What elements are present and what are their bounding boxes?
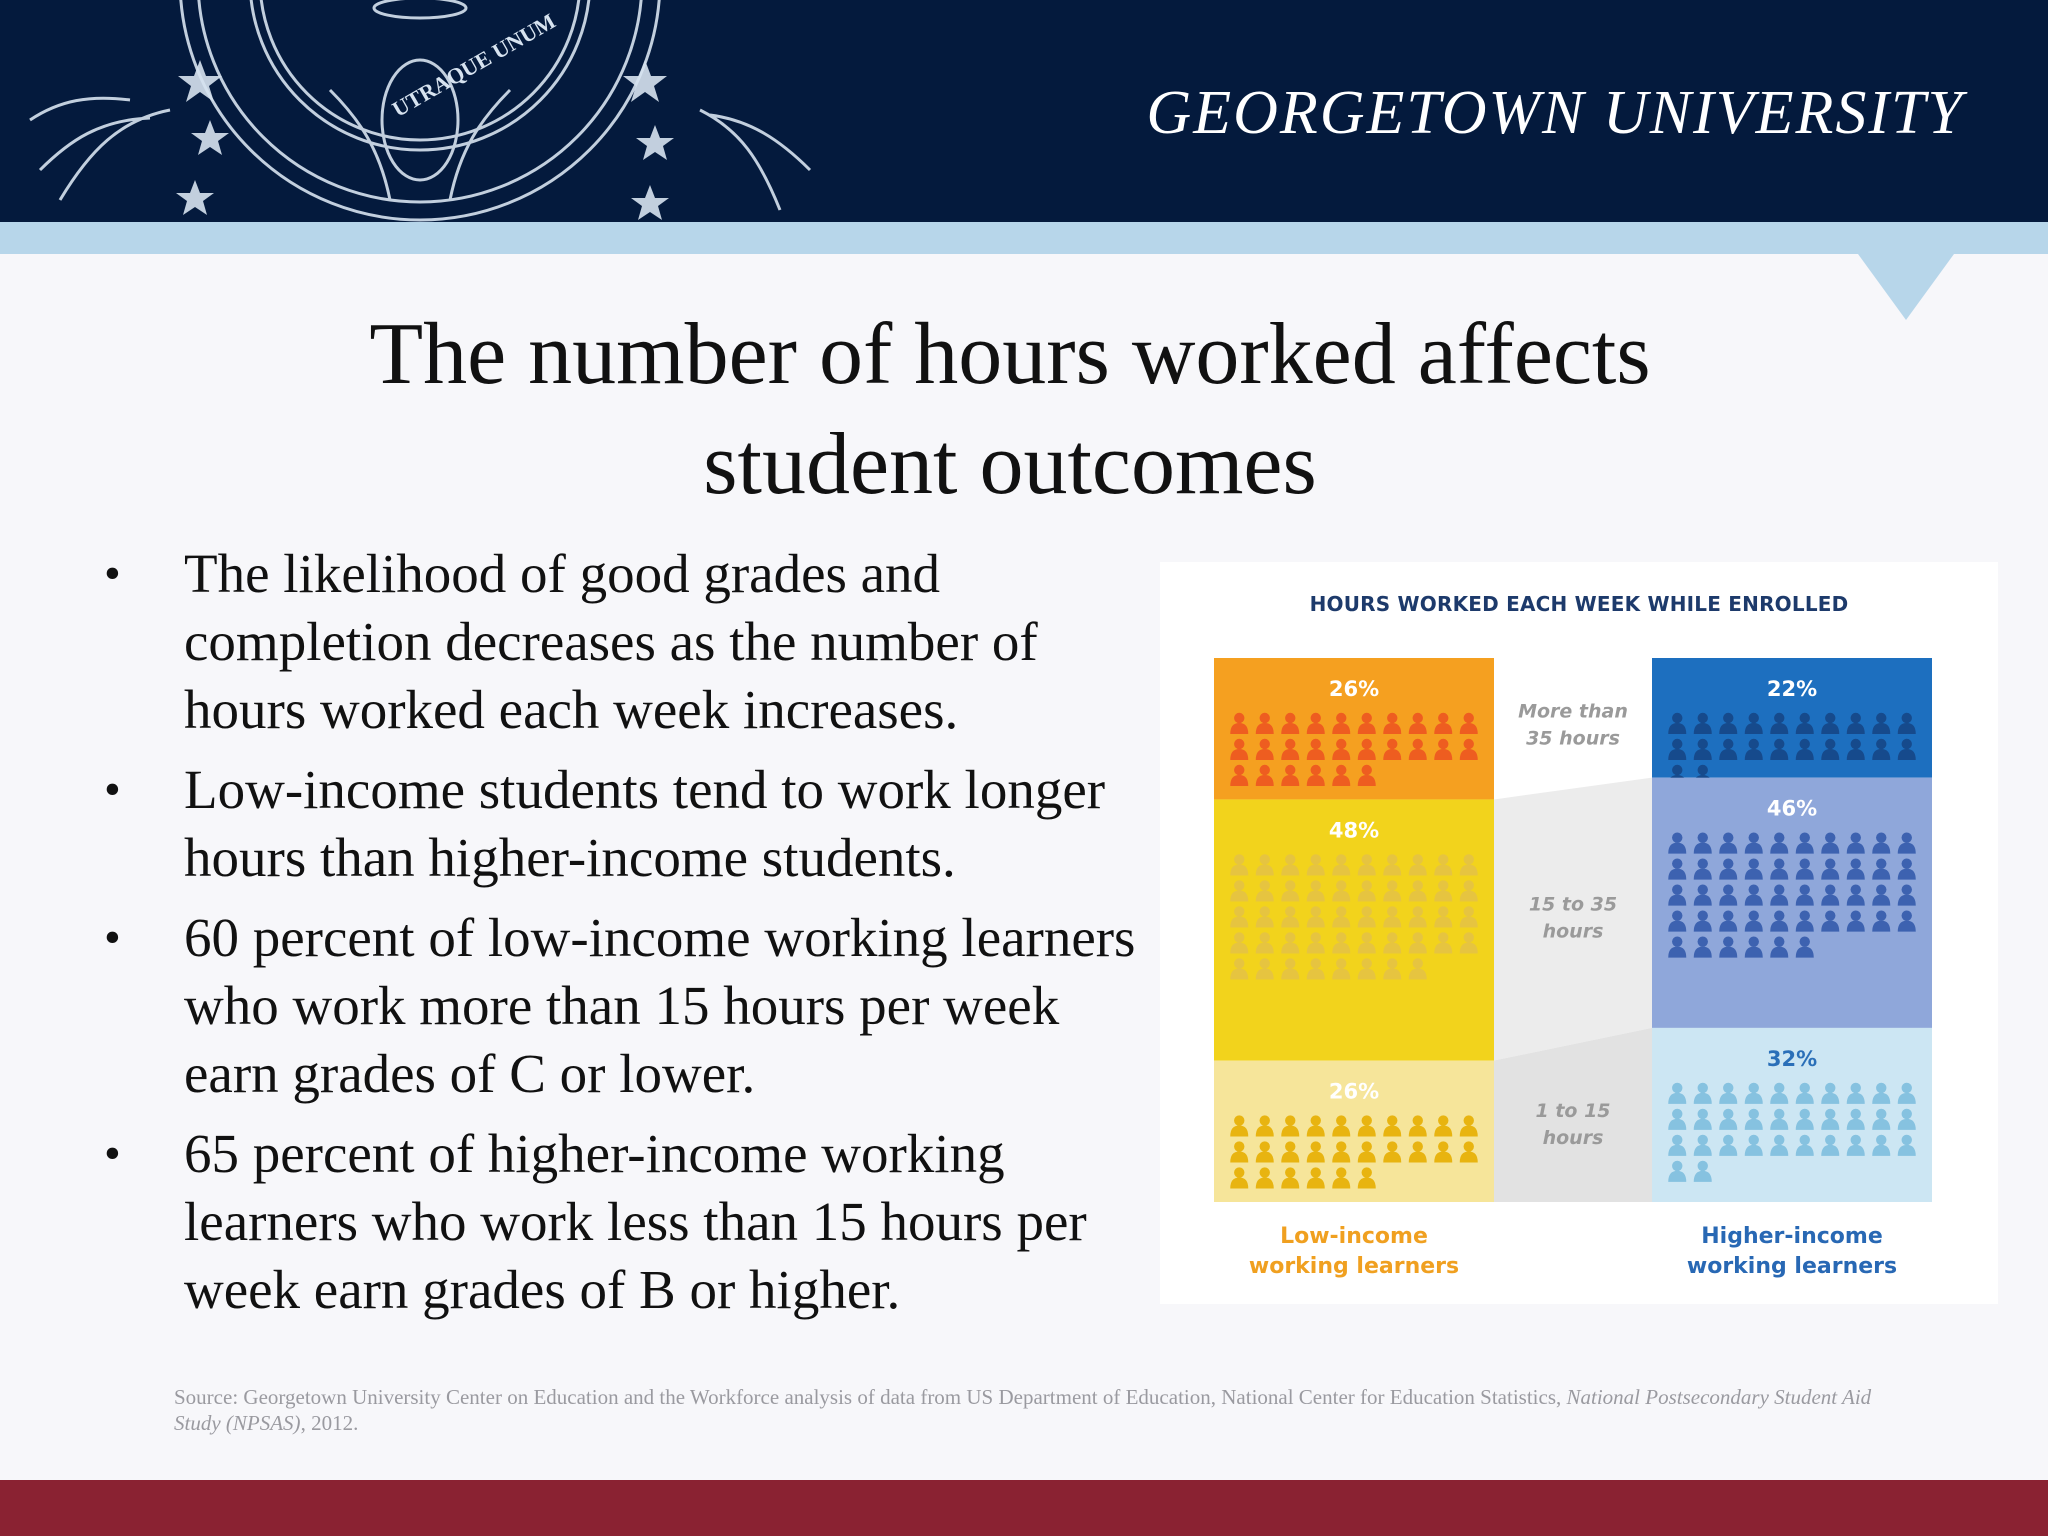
- source-year: , 2012.: [300, 1411, 359, 1435]
- category-label: 35 hours: [1526, 727, 1620, 750]
- source-text: Source: Georgetown University Center on Education and the Workforce analysis of data from US Department of Education, National Center for Education Statistics,: [174, 1385, 1567, 1409]
- category-label: hours: [1542, 920, 1604, 943]
- legend-higher-income: [1652, 1222, 1932, 1282]
- slide-title-line-2: student outcomes: [703, 416, 1317, 513]
- bullet-item: [100, 1120, 1160, 1324]
- data-label: 32%: [1766, 1046, 1818, 1071]
- legend-low-income-line-1: Low-income: [1280, 1224, 1428, 1249]
- bullet-dot: •: [104, 763, 121, 816]
- footer-band: [0, 1480, 2048, 1536]
- bullet-list: [100, 540, 1160, 1336]
- legend-low-income-line-2: working learners: [1248, 1254, 1460, 1279]
- hours-worked-figure: [1160, 562, 1998, 1304]
- category-label: 15 to 35: [1528, 893, 1618, 916]
- bullet-item: [100, 540, 1160, 744]
- data-label: 22%: [1766, 677, 1818, 701]
- bullet-text: 60 percent of low-income working learners who work more than 15 hours per week earn grades of C or lower.: [184, 907, 1136, 1104]
- bullet-dot: •: [104, 547, 121, 600]
- bullet-text: Low-income students tend to work longer hours than higher-income students.: [184, 759, 1106, 888]
- source-study-name: National Postsecondary Student Aid Study (NPSAS): [174, 1385, 1872, 1435]
- legend-higher-income-line-1: Higher-income: [1701, 1224, 1883, 1249]
- category-band-2: [1494, 778, 1652, 1061]
- bullet-text: The likelihood of good grades and completion decreases as the number of hours worked each week increases.: [184, 543, 1038, 740]
- bullet-dot: •: [104, 1127, 121, 1180]
- category-label: More than: [1518, 700, 1628, 723]
- bullet-text: 65 percent of higher-income working learners who work less than 15 hours per week earn grades of B or higher.: [184, 1123, 1087, 1320]
- chart-title: HOURS WORKED EACH WEEK WHILE ENROLLED: [1309, 592, 1849, 616]
- data-label: 26%: [1328, 677, 1380, 701]
- data-label: 26%: [1328, 1079, 1380, 1104]
- legend-higher-income-line-2: working learners: [1686, 1254, 1898, 1279]
- legend-low-income: [1214, 1222, 1494, 1282]
- source-citation: [174, 1384, 1914, 1436]
- data-label: 46%: [1766, 796, 1818, 821]
- bullet-item: [100, 756, 1160, 892]
- category-label: hours: [1542, 1127, 1604, 1150]
- slide-title: [200, 300, 1820, 520]
- category-label: 1 to 15: [1535, 1100, 1611, 1123]
- bullet-dot: •: [104, 911, 121, 964]
- stacked-icon-chart: [1160, 562, 1998, 1304]
- bullet-item: [100, 904, 1160, 1108]
- data-label: 48%: [1328, 818, 1380, 843]
- slide-title-line-1: The number of hours worked affects: [369, 306, 1651, 403]
- university-seal-logo: [0, 0, 860, 222]
- university-wordmark: GEORGETOWN UNIVERSITY: [1146, 79, 1964, 147]
- svg-text:UTRAQUE UNUM: UTRAQUE UNUM: [387, 8, 560, 122]
- header-accent-band: [0, 222, 2048, 254]
- header-banner: [0, 0, 2048, 222]
- header-notch: [1858, 254, 1954, 320]
